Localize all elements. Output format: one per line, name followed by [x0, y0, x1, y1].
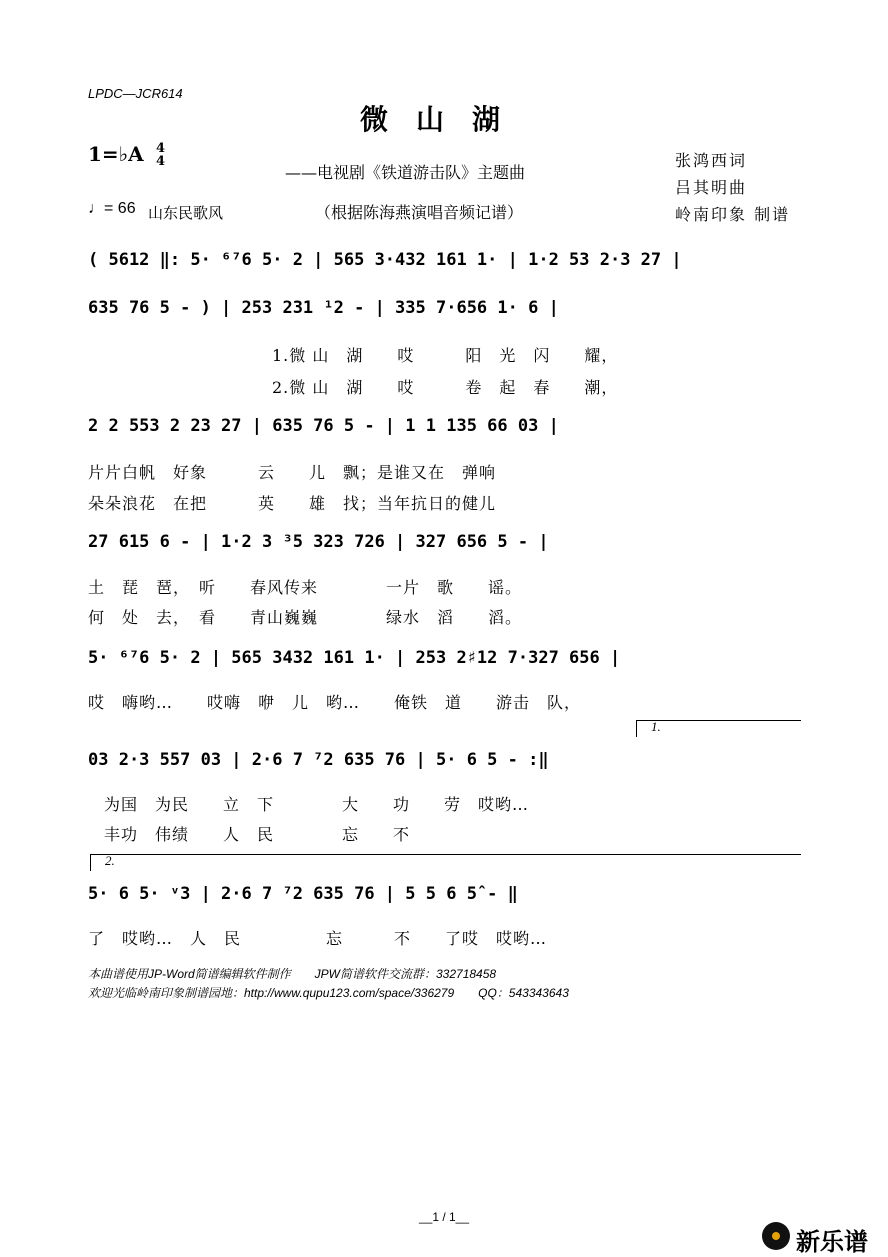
lyric-line-2-verse-1: 1.微 山 湖 哎 阳 光 闪 耀， [272, 346, 619, 365]
volta-bracket-2 [90, 854, 801, 871]
arranger-credit: 岭南印象 制谱 [675, 205, 791, 224]
lyricist-credit: 张鸿西词 [675, 151, 748, 170]
style-marking: 山东民歌风 [148, 205, 224, 222]
source-note: （根据陈海燕演唱音频记谱） [315, 203, 524, 222]
lyric-line-5: 哎 嗨哟… 哎嗨 咿 儿 哟… 俺铁 道 游击 队， [88, 693, 582, 712]
lyric-line-2-verse-2: 2.微 山 湖 哎 卷 起 春 潮， [272, 378, 619, 397]
lyric-line-4-verse-1: 土 琵 琶， 听 春风传来 一片 歌 谣。 [88, 578, 523, 597]
volta-label-1: 1. [651, 719, 661, 734]
score-line-3: 2 2 553 2 23 27 | 635 76 5 - | 1 1 135 66 03 | [88, 416, 559, 436]
lyric-line-6-verse-1: 为国 为民 立 下 大 功 劳 哎哟… [104, 795, 530, 814]
score-line-5: 5· ⁶⁷6 5· 2 | 565 3432 161 1· | 253 2♯12 7·327 656 | [88, 648, 621, 668]
score-line-4: 27 615 6 - | 1·2 3 ³5 323 726 | 327 656 5 - | [88, 532, 549, 552]
page-number: __1 / 1__ [418, 1210, 470, 1224]
composer-credit: 吕其明曲 [675, 178, 748, 197]
volta-label-2: 2. [105, 853, 115, 868]
volta-bracket-1 [636, 720, 801, 737]
page-title: 微山湖 [359, 103, 528, 136]
time-signature [156, 142, 165, 168]
score-code: LPDC—JCR614 [88, 86, 183, 101]
brand-logo: 新乐谱 [796, 1228, 868, 1256]
score-line-2: 635 76 5 - ) | 253 231 ¹2 - | 335 7·656 1· 6 | [88, 298, 559, 318]
subtitle: ——电视剧《铁道游击队》主题曲 [285, 163, 526, 182]
lyric-line-3-verse-1: 片片白帆 好象 云 儿 飘；是谁又在 弹响 [88, 463, 497, 482]
lyric-line-4-verse-2: 何 处 去， 看 青山巍巍 绿水 滔 滔。 [88, 608, 523, 627]
lyric-line-7: 了 哎哟… 人 民 忘 不 了哎 哎哟… [88, 929, 548, 948]
tempo-marking: ♩= 66 [88, 200, 136, 217]
score-line-6: 03 2·3 557 03 | 2·6 7 ⁷2 635 76 | 5· 6 5 - :‖ [88, 750, 549, 770]
score-line-1: ( 5612 ‖: 5· ⁶⁷6 5· 2 | 565 3·432 161 1· | 1·2 53 2·3 27 | [88, 250, 682, 270]
lyric-line-3-verse-2: 朵朵浪花 在把 英 雄 找；当年抗日的健儿 [88, 494, 497, 513]
footer-website-note: 欢迎光临岭南印象制谱园地：http://www.qupu123.com/space/336279 QQ：543343643 [88, 986, 569, 1000]
key-signature: 1=♭A [88, 142, 144, 166]
footer-software-note: 本曲谱使用JP-Word简谱编辑软件制作 JPW简谱软件交流群：332718458 [88, 967, 497, 981]
disc-icon [762, 1222, 790, 1250]
score-line-7: 5· 6 5· ᵛ3 | 2·6 7 ⁷2 635 76 | 5 5 6 5̂ - ‖ [88, 884, 518, 904]
time-signature-bottom: 4 [156, 154, 166, 169]
time-signature-top: 4 [156, 141, 166, 156]
lyric-line-6-verse-2: 丰功 伟绩 人 民 忘 不 [104, 825, 411, 844]
